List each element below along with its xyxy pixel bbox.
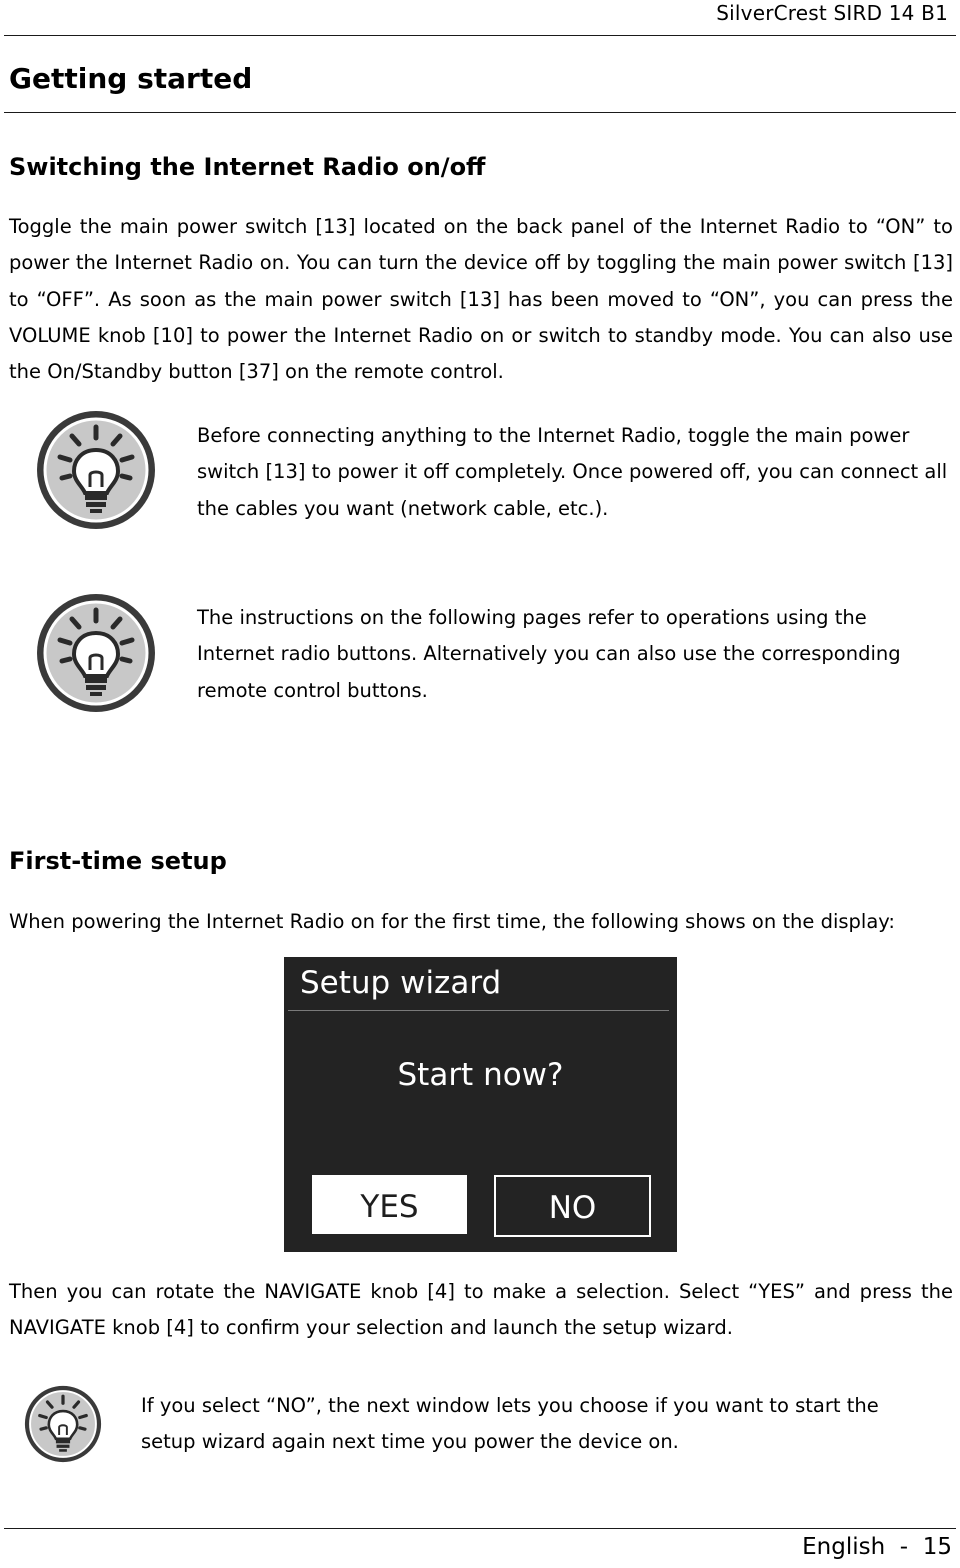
tip-note-power-off: Before connecting anything to the Internet Radio, toggle the main power switch [13] to power it off completely. Once powered off, you can connect all the cables you want (network cable, etc.). xyxy=(197,424,948,520)
display-question: Start now? xyxy=(397,1057,564,1093)
tip-note-remote: The instructions on the following pages refer to operations using the Internet radio buttons. Alternatively you can also use the corresponding remote control buttons. xyxy=(197,606,901,702)
setup-intro: When powering the Internet Radio on for the first time, the following shows on the display: xyxy=(9,910,895,933)
header-rule xyxy=(4,35,956,36)
display-screen xyxy=(284,957,677,1252)
lightbulb-tip-icon xyxy=(34,405,158,532)
page-number: English - 15 xyxy=(802,1534,952,1560)
setup-heading: First-time setup xyxy=(9,847,227,875)
setup-after: Then you can rotate the NAVIGATE knob [4] to make a selection. Select “YES” and press the NAVIGATE knob [4] to confirm your selection and launch the setup wizard. xyxy=(9,1280,953,1340)
no-button[interactable]: NO xyxy=(494,1175,651,1237)
yes-button[interactable]: YES xyxy=(312,1175,467,1234)
section-rule xyxy=(4,112,956,113)
footer-rule xyxy=(4,1528,956,1529)
lightbulb-tip-icon xyxy=(22,1382,104,1464)
display-title: Setup wizard xyxy=(300,965,502,1001)
header-title: SilverCrest SIRD 14 B1 xyxy=(716,1,948,25)
section-title: Getting started xyxy=(9,62,253,95)
switching-body: Toggle the main power switch [13] located on the back panel of the Internet Radio to “ON” to power the Internet Radio on. You can turn the device off by toggling the main power switch [13] to “OFF”. As soon as the main power switch [13] has been moved to “ON”, you can press the VOLUME knob [10] to power the Internet Radio on or switch to standby mode. You can also use the On/Standby button [37] on the remote control. xyxy=(9,215,953,384)
display-divider xyxy=(288,1010,669,1011)
switching-heading: Switching the Internet Radio on/off xyxy=(9,153,486,181)
lightbulb-tip-icon xyxy=(34,588,158,715)
tip-note-no-choice: If you select “NO”, the next window lets you choose if you want to start the setup wizard again next time you power the device on. xyxy=(141,1394,879,1454)
